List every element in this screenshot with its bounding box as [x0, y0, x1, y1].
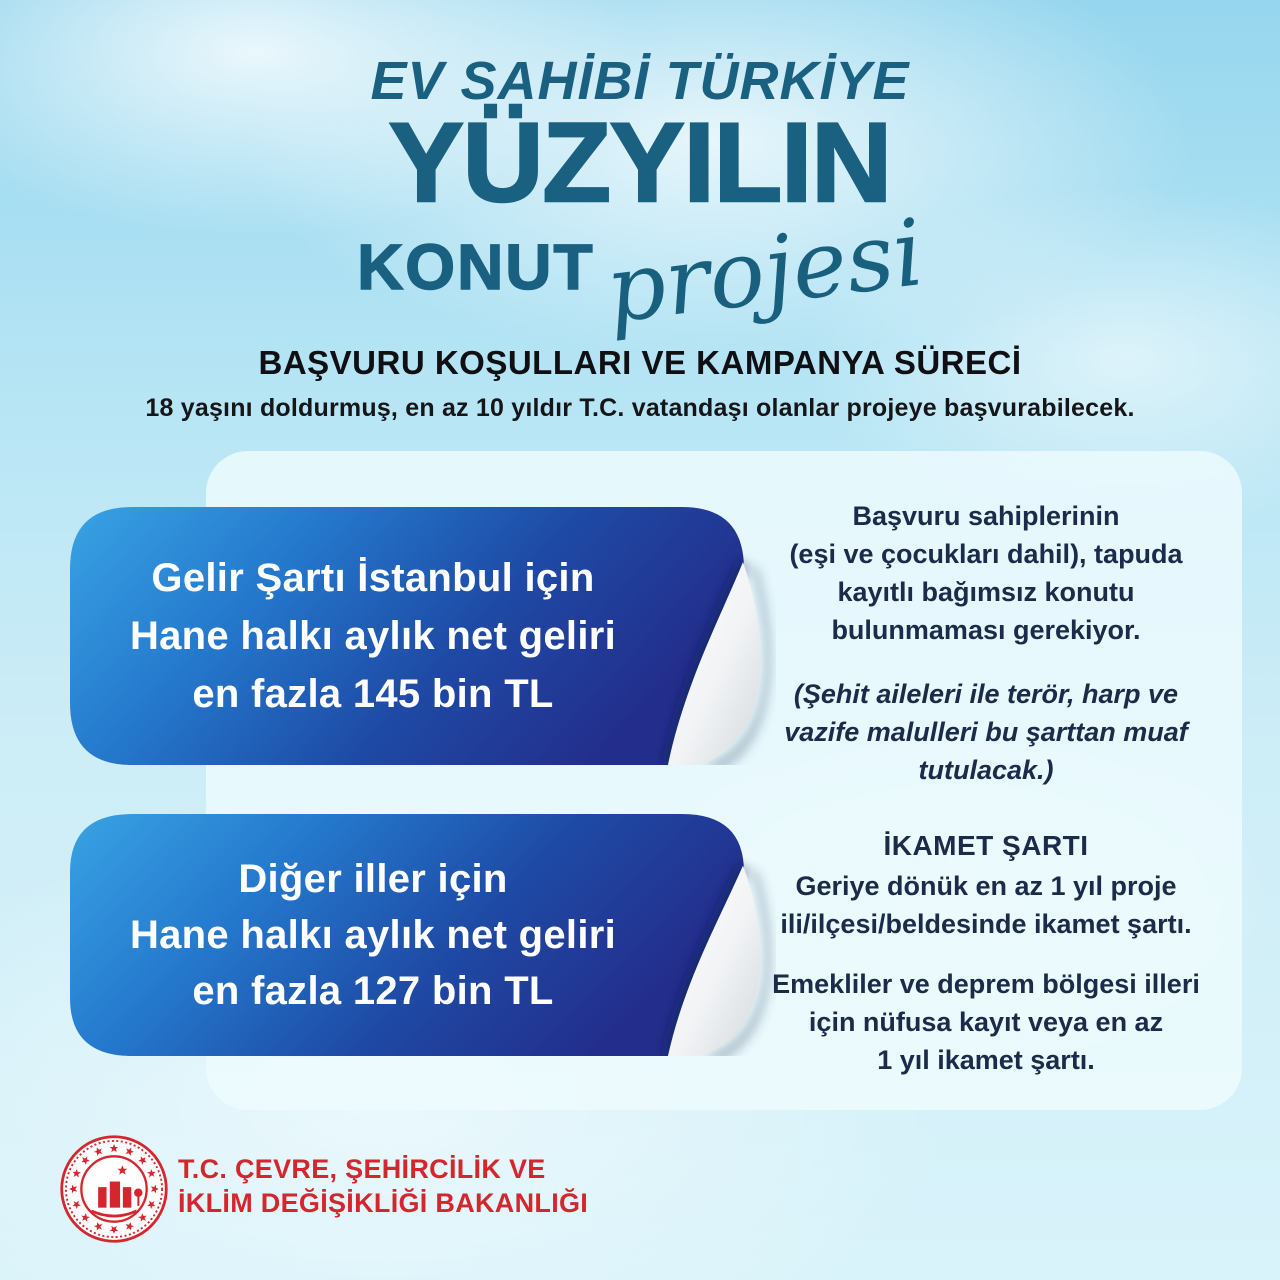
text-line: Emekliler ve deprem bölgesi illeri [772, 969, 1200, 999]
title-konut: KONUT [357, 231, 595, 303]
title-tagline: EV SAHİBİ TÜRKİYE [370, 51, 910, 111]
text-line: Başvuru sahiplerinin [852, 501, 1120, 531]
text-line: tutulacak.) [918, 755, 1054, 785]
text-line: Geriye dönük en az 1 yıl proje [795, 871, 1177, 901]
retirees-condition-text [768, 965, 1204, 1079]
card-line: Gelir Şartı İstanbul için [151, 556, 595, 600]
text-line: (Şehit aileleri ile terör, harp ve [793, 679, 1179, 709]
title-projesi-script: projesi [600, 198, 929, 344]
card-text [94, 814, 652, 1056]
text-line: (eşi ve çocukları dahil), tapuda [789, 539, 1183, 569]
residence-condition-title: İKAMET ŞARTI [883, 830, 1089, 861]
ministry-name [178, 1152, 698, 1220]
text-line: 1 yıl ikamet şartı. [877, 1045, 1095, 1075]
ministry-emblem-icon [58, 1133, 170, 1245]
ministry-name-line: İKLİM DEĞİŞİKLİĞİ BAKANLIĞI [178, 1188, 589, 1218]
ownership-condition-text [768, 497, 1204, 649]
card-line: en fazla 145 bin TL [192, 672, 554, 716]
text-line: ili/ilçesi/beldesinde ikamet şartı. [780, 909, 1192, 939]
card-line: Hane halkı aylık net geliri [129, 913, 617, 957]
text-line: bulunmaması gerekiyor. [831, 615, 1141, 645]
card-text [94, 507, 652, 765]
exemption-note-text [768, 675, 1204, 789]
text-line: vazife malulleri bu şarttan muaf [784, 717, 1188, 747]
card-line: en fazla 127 bin TL [192, 969, 554, 1013]
card-line: Hane halkı aylık net geliri [129, 614, 617, 658]
title-main: YÜZYILIN [388, 100, 892, 225]
residence-condition-block [768, 827, 1204, 943]
intro-line: 18 yaşını doldurmuş, en az 10 yıldır T.C. vatandaşı olanlar projeye başvurabilecek. [145, 394, 1135, 422]
income-card-istanbul [70, 507, 776, 765]
ministry-name-line: T.C. ÇEVRE, ŞEHİRCİLİK VE [178, 1154, 546, 1184]
income-card-other-provinces [70, 814, 776, 1056]
text-line: için nüfusa kayıt veya en az [808, 1007, 1164, 1037]
card-line: Diğer iller için [238, 857, 508, 901]
title-row [0, 198, 1280, 344]
section-heading: BAŞVURU KOŞULLARI VE KAMPANYA SÜRECİ [258, 344, 1022, 381]
text-line: kayıtlı bağımsız konutu [837, 577, 1135, 607]
